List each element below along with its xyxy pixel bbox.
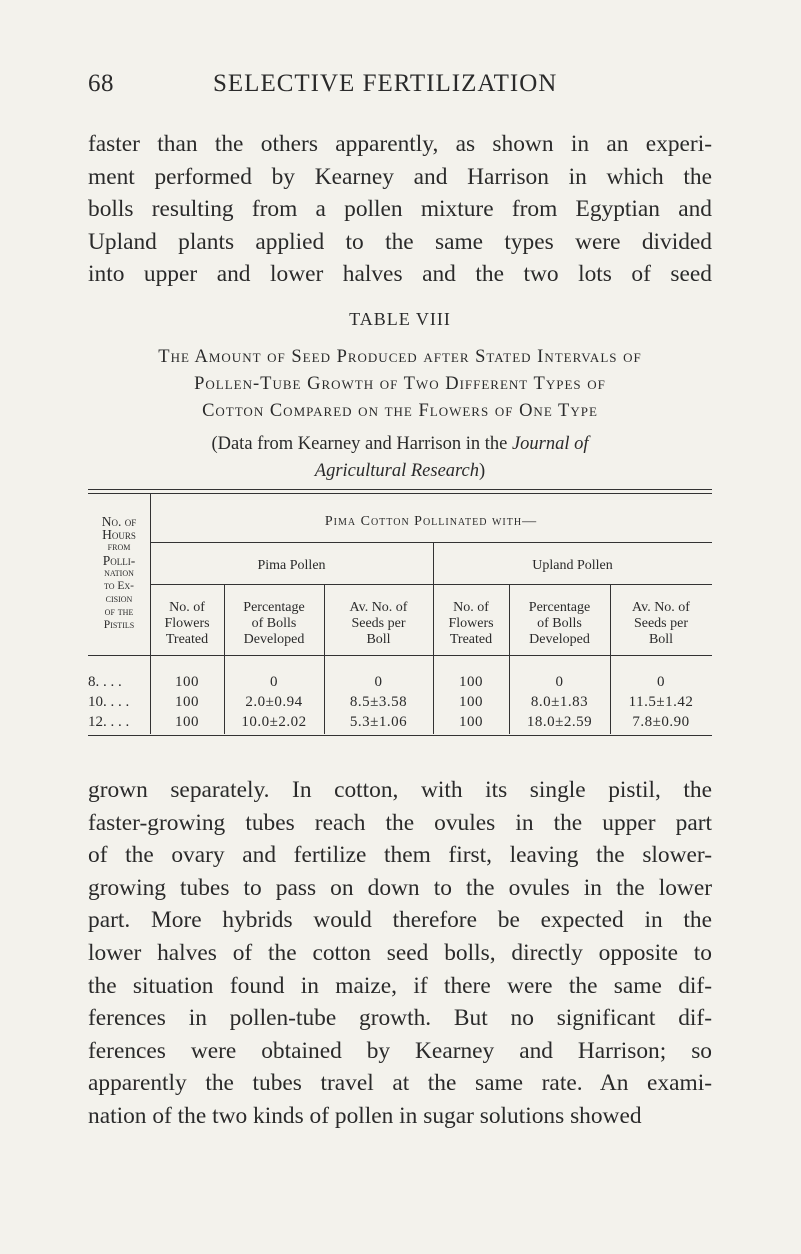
table-caption-line: Cotton Compared on the Flowers of One Type bbox=[202, 401, 598, 421]
source-close: ) bbox=[479, 461, 486, 481]
row-label: 8. . . . bbox=[88, 674, 122, 690]
table-cell: 100 bbox=[175, 694, 199, 710]
table-cell: 5.3±1.06 bbox=[349, 714, 408, 730]
stub-line: cision bbox=[105, 593, 133, 605]
stub-line: of the bbox=[104, 606, 134, 618]
text-line: grown separately. In cotton, with its single pistil, the bbox=[88, 777, 712, 803]
spanner-heading: Pima Cotton Pollinated with— bbox=[324, 514, 538, 529]
text-line: apparently the tubes travel at the same rate. An exami- bbox=[88, 1070, 712, 1097]
text-line: lower halves of the cotton seed bolls, directly opposite to bbox=[88, 939, 712, 966]
col-head: Av. No. of Seeds per Boll bbox=[632, 600, 690, 647]
paragraph-bottom bbox=[88, 774, 712, 1133]
rule bbox=[88, 655, 712, 656]
source-text: (Data from Kearney and Harrison in the bbox=[211, 434, 512, 454]
table-cell: 0 bbox=[374, 674, 383, 690]
table-cell: 11.5±1.42 bbox=[628, 694, 694, 710]
text-line: nation of the two kinds of pollen in sugar solutions showed bbox=[88, 1102, 642, 1129]
journal-name: Journal of bbox=[511, 434, 589, 454]
journal-name-cont: Agricultural Research bbox=[314, 461, 480, 481]
stub-line: nation bbox=[104, 567, 134, 579]
table-source-note bbox=[88, 434, 712, 455]
paragraph-top bbox=[88, 128, 712, 291]
stub-line: Hours bbox=[102, 527, 136, 542]
table-cell: 0 bbox=[270, 674, 278, 690]
col-head: Percentage of Bolls Developed bbox=[528, 600, 591, 647]
text-line: of the ovary and fertilize them first, leaving the slower- bbox=[88, 842, 712, 869]
rule bbox=[150, 542, 712, 543]
stub-line: to Ex- bbox=[103, 580, 135, 592]
group-heading-pima: Pima Pollen bbox=[257, 558, 326, 573]
table-cell: 18.0±2.59 bbox=[526, 714, 593, 730]
data-table bbox=[88, 488, 712, 770]
text-line: bolls resulting from a pollen mixture from Egyptian and bbox=[88, 196, 712, 223]
group-heading-upland: Upland Pollen bbox=[532, 558, 613, 573]
text-line: ferences in pollen-tube growth. But no significant dif- bbox=[88, 1005, 712, 1032]
col-head: No. of Flowers Treated bbox=[164, 600, 210, 647]
table-cell: 100 bbox=[459, 674, 483, 690]
table-cell: 8.0±1.83 bbox=[530, 694, 589, 710]
rule bbox=[88, 735, 712, 736]
text-line: growing tubes to pass on down to the ovules in the lower bbox=[88, 874, 712, 901]
text-line: ment performed by Kearney and Harrison in which the bbox=[88, 163, 712, 190]
table-source-note-cont bbox=[88, 461, 712, 482]
text-line: into upper and lower halves and the two lots of seed bbox=[88, 261, 712, 288]
table-caption-line: The Amount of Seed Produced after Stated Intervals of bbox=[158, 347, 642, 367]
page-number: 68 bbox=[88, 70, 114, 97]
running-title: SELECTIVE FERTILIZATION bbox=[213, 70, 558, 97]
table-cell: 7.8±0.90 bbox=[632, 714, 690, 730]
table-cell: 100 bbox=[175, 674, 199, 690]
table-cell: 0 bbox=[555, 674, 564, 690]
rule bbox=[88, 493, 712, 494]
col-head: No. of Flowers Treated bbox=[448, 600, 494, 647]
text-line: the situation found in maize, if there were the same dif- bbox=[88, 972, 712, 999]
table-cell: 100 bbox=[175, 714, 199, 730]
table-cell: 10.0±2.02 bbox=[241, 714, 307, 730]
stub-line: Pistils bbox=[103, 619, 135, 631]
table-cell: 8.5±3.58 bbox=[349, 694, 408, 710]
table-label: TABLE VIII bbox=[349, 309, 451, 329]
col-head: Av. No. of Seeds per Boll bbox=[349, 600, 408, 647]
text-line: ferences were obtained by Kearney and Harrison; so bbox=[88, 1037, 712, 1064]
rule bbox=[150, 584, 712, 585]
text-line: faster than the others apparently, as shown in an experi- bbox=[88, 131, 712, 157]
table-cell: 100 bbox=[459, 714, 483, 730]
table-caption-line: Pollen-Tube Growth of Two Different Types of bbox=[194, 374, 606, 394]
stub-line: No. of bbox=[101, 514, 137, 529]
stub-heading bbox=[88, 515, 150, 632]
row-label: 12. . . . bbox=[88, 714, 130, 730]
table-cell: 2.0±0.94 bbox=[245, 694, 303, 710]
col-head: Percentage of Bolls Developed bbox=[243, 600, 305, 647]
rule bbox=[88, 489, 712, 490]
table-cell: 0 bbox=[657, 674, 665, 690]
text-line: faster-growing tubes reach the ovules in the upper part bbox=[88, 809, 712, 836]
text-line: part. More hybrids would therefore be expected in the bbox=[88, 907, 712, 934]
row-label: 10. . . . bbox=[88, 694, 130, 710]
stub-line: from bbox=[107, 541, 131, 553]
table-cell: 100 bbox=[459, 694, 483, 710]
stub-line: Polli- bbox=[102, 553, 136, 568]
text-line: Upland plants applied to the same types were divided bbox=[88, 228, 712, 255]
